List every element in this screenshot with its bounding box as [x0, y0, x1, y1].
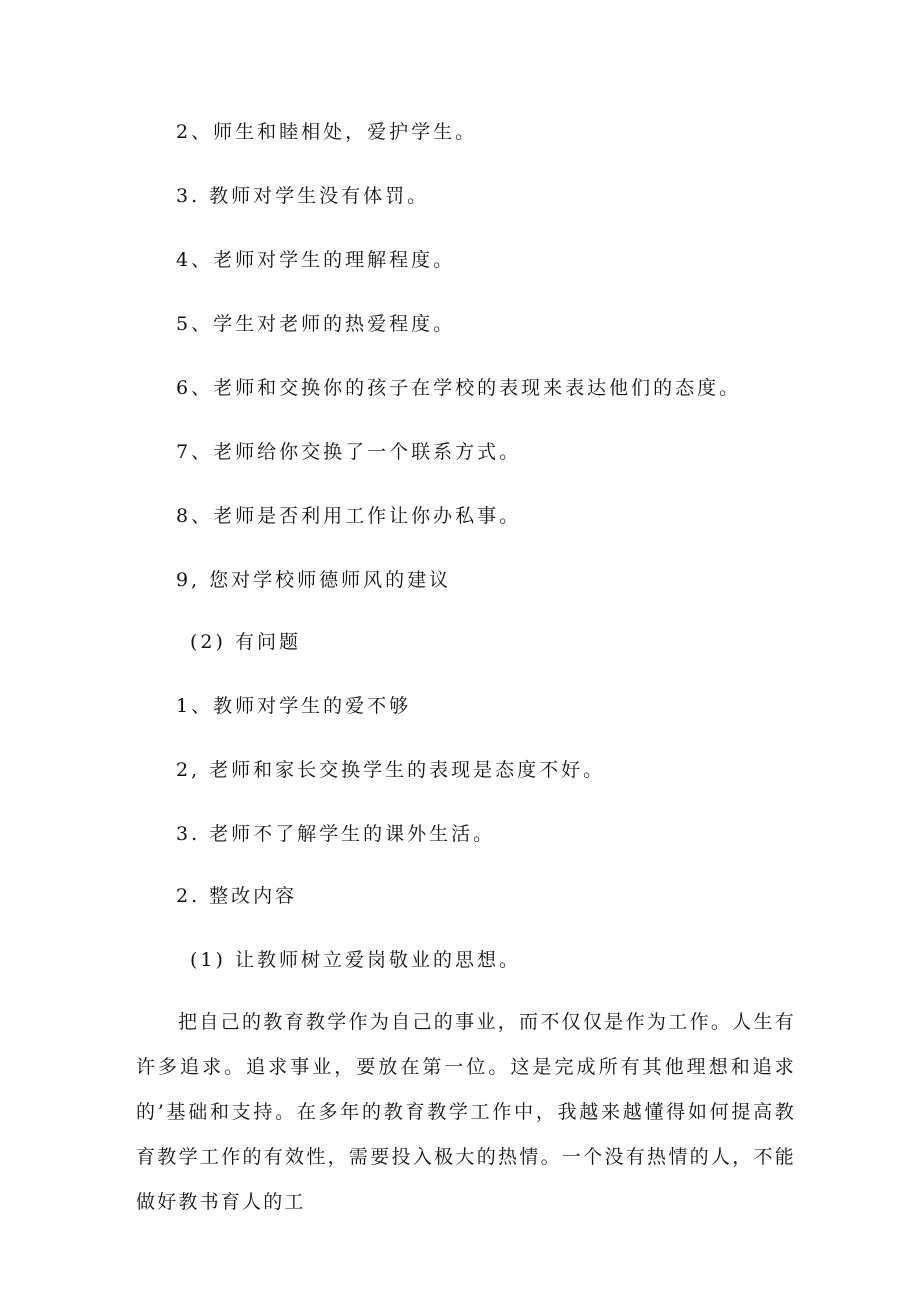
item-line-10: 2, 老师和家长交换学生的表现是态度不好。	[176, 759, 606, 781]
item-line-1: 2、师生和睦相处，爱护学生。	[176, 121, 478, 143]
item-line-5: 6、老师和交换你的孩子在学校的表现来表达他们的态度。	[176, 377, 742, 399]
item-line-9: 1、教师对学生的爱不够	[176, 695, 412, 717]
subsection-heading-1: (1) 让教师树立爱岗敬业的思想。	[190, 949, 521, 971]
item-line-6: 7、老师给你交换了一个联系方式。	[176, 441, 522, 463]
item-line-8: 9, 您对学校师德师风的建议	[176, 569, 452, 591]
item-line-3: 4、老师对学生的理解程度。	[176, 249, 456, 271]
item-line-7: 8、老师是否利用工作让你办私事。	[176, 505, 522, 527]
item-line-11: 3. 老师不了解学生的课外生活。	[176, 823, 496, 845]
section-heading-rectification: 2. 整改内容	[176, 885, 298, 907]
body-paragraph: 把自己的教育教学作为自己的事业，而不仅仅是作为工作。人生有许多追求。追求事业，要放在第一位。这是完成所有其他理想和追求的’基础和支持。在多年的教育教学工作中，我越来越懂得如何提高教育教学工作的有效性，需要投入极大的热情。一个没有热情的人，不能做好教书育人的工	[136, 1011, 796, 1213]
section-heading-problems: (2) 有问题	[190, 631, 301, 653]
item-line-2: 3. 教师对学生没有体罚。	[176, 185, 430, 207]
item-line-4: 5、学生对老师的热爱程度。	[176, 313, 456, 335]
